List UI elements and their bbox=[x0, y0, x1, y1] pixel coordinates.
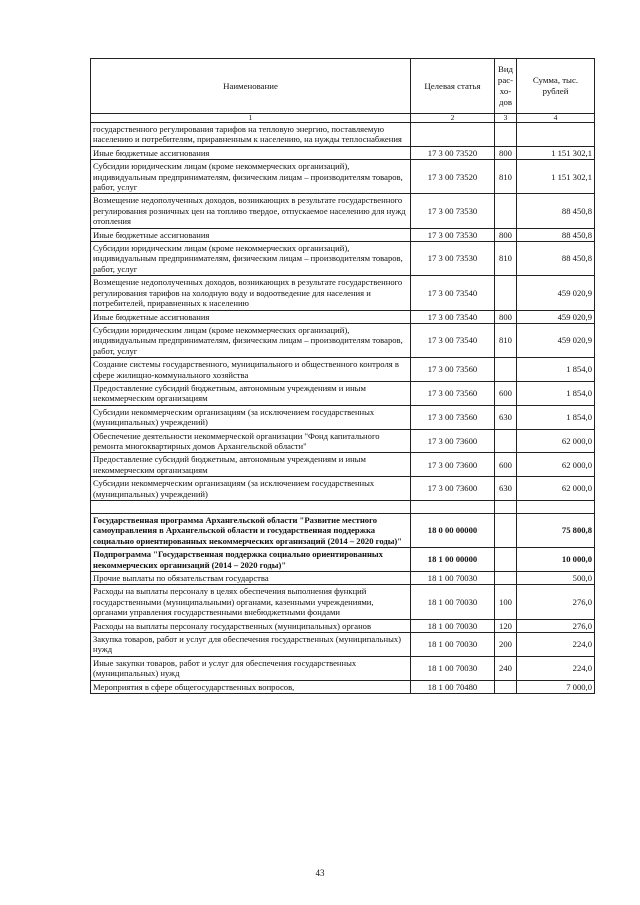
row-code-cell: 18 1 00 70030 bbox=[411, 633, 495, 657]
row-name-cell: Расходы на выплаты персоналу государственных (муниципальных) органов bbox=[91, 619, 411, 632]
row-name-cell: Субсидии юридическим лицам (кроме некоммерческих организаций), индивидуальным предпринимателям, физическим лицам – производителям товаров, работ, услуг bbox=[91, 160, 411, 194]
table-row bbox=[91, 477, 595, 501]
row-name-cell: Прочие выплаты по обязательствам государства bbox=[91, 572, 411, 585]
row-code-cell: 17 3 00 73520 bbox=[411, 160, 495, 194]
row-kind-cell: 810 bbox=[495, 242, 517, 276]
table-row bbox=[91, 514, 595, 548]
row-kind-cell: 600 bbox=[495, 381, 517, 405]
row-kind-cell: 240 bbox=[495, 656, 517, 680]
column-number: 4 bbox=[517, 114, 595, 123]
table-row bbox=[91, 194, 595, 228]
row-name-cell: Закупка товаров, работ и услуг для обеспечения государственных (муниципальных) нужд bbox=[91, 633, 411, 657]
row-sum-cell: 62 000,0 bbox=[517, 453, 595, 477]
row-kind-cell bbox=[495, 123, 517, 147]
table-row bbox=[91, 358, 595, 382]
row-code-cell: 17 3 00 73600 bbox=[411, 429, 495, 453]
document-page bbox=[90, 58, 594, 694]
row-sum-cell: 1 151 302,1 bbox=[517, 146, 595, 159]
table-row bbox=[91, 633, 595, 657]
row-code-cell: 17 3 00 73530 bbox=[411, 228, 495, 241]
row-sum-cell: 276,0 bbox=[517, 585, 595, 619]
row-name-cell: Субсидии некоммерческим организациям (за исключением государственных (муниципальных) учреждений) bbox=[91, 405, 411, 429]
row-kind-cell: 800 bbox=[495, 310, 517, 323]
row-sum-cell: 88 450,8 bbox=[517, 228, 595, 241]
row-sum-cell: 1 854,0 bbox=[517, 381, 595, 405]
row-kind-cell: 800 bbox=[495, 146, 517, 159]
row-name-cell: Обеспечение деятельности некоммерческой организации "Фонд капитального ремонта многоквартирных домов Архангельской области" bbox=[91, 429, 411, 453]
row-sum-cell: 224,0 bbox=[517, 633, 595, 657]
row-name-cell: Создание системы государственного, муниципального и общественного контроля в сфере жилищно-коммунального хозяйства bbox=[91, 358, 411, 382]
row-kind-cell: 600 bbox=[495, 453, 517, 477]
table-row bbox=[91, 680, 595, 693]
row-name-cell: Иные бюджетные ассигнования bbox=[91, 146, 411, 159]
column-number-row bbox=[91, 114, 595, 123]
row-code-cell: 17 3 00 73560 bbox=[411, 358, 495, 382]
table-row bbox=[91, 429, 595, 453]
row-code-cell bbox=[411, 123, 495, 147]
row-sum-cell: 1 151 302,1 bbox=[517, 160, 595, 194]
row-code-cell: 18 1 00 00000 bbox=[411, 548, 495, 572]
table-row bbox=[91, 619, 595, 632]
row-kind-cell bbox=[495, 194, 517, 228]
row-code-cell: 18 1 00 70030 bbox=[411, 656, 495, 680]
row-sum-cell: 88 450,8 bbox=[517, 194, 595, 228]
row-name-cell: государственного регулирования тарифов на тепловую энергию, поставляемую населению и потребителям, приравненным к населению, на нужды теплоснабжения bbox=[91, 123, 411, 147]
row-code-cell: 18 1 00 70480 bbox=[411, 680, 495, 693]
row-code-cell: 17 3 00 73530 bbox=[411, 194, 495, 228]
table-row bbox=[91, 323, 595, 357]
page-number: 43 bbox=[315, 868, 325, 878]
row-code-cell bbox=[411, 501, 495, 514]
row-name-cell: Субсидии некоммерческим организациям (за исключением государственных (муниципальных) учреждений) bbox=[91, 477, 411, 501]
budget-table bbox=[90, 58, 595, 694]
table-row bbox=[91, 381, 595, 405]
row-sum-cell: 459 020,9 bbox=[517, 323, 595, 357]
table-row bbox=[91, 548, 595, 572]
row-name-cell: Иные бюджетные ассигнования bbox=[91, 228, 411, 241]
row-code-cell: 17 3 00 73600 bbox=[411, 453, 495, 477]
table-row bbox=[91, 405, 595, 429]
row-name-cell: Государственная программа Архангельской области "Развитие местного самоуправления в Архангельской области и государственная поддержка социально ориентированных некоммерческих организаций (2014 – 2020 годы)" bbox=[91, 514, 411, 548]
row-sum-cell: 62 000,0 bbox=[517, 477, 595, 501]
row-sum-cell: 75 800,8 bbox=[517, 514, 595, 548]
table-row bbox=[91, 572, 595, 585]
table-row bbox=[91, 146, 595, 159]
row-name-cell: Предоставление субсидий бюджетным, автономным учреждениям и иным некоммерческим организациям bbox=[91, 381, 411, 405]
table-row bbox=[91, 123, 595, 147]
row-code-cell: 17 3 00 73540 bbox=[411, 276, 495, 310]
table-row bbox=[91, 242, 595, 276]
row-code-cell: 17 3 00 73530 bbox=[411, 242, 495, 276]
row-kind-cell: 120 bbox=[495, 619, 517, 632]
row-kind-cell: 630 bbox=[495, 477, 517, 501]
row-sum-cell: 224,0 bbox=[517, 656, 595, 680]
row-kind-cell bbox=[495, 572, 517, 585]
row-sum-cell: 276,0 bbox=[517, 619, 595, 632]
row-sum-cell bbox=[517, 501, 595, 514]
header-kind: Вид рас-хо-дов bbox=[495, 59, 517, 114]
row-name-cell: Субсидии юридическим лицам (кроме некоммерческих организаций), индивидуальным предпринимателям, физическим лицам – производителям товаров, работ, услуг bbox=[91, 323, 411, 357]
row-sum-cell: 10 000,0 bbox=[517, 548, 595, 572]
row-code-cell: 17 3 00 73560 bbox=[411, 381, 495, 405]
row-name-cell: Возмещение недополученных доходов, возникающих в результате государственного регулирования тарифов на холодную воду и водоотведение для населения и потребителей, приравненных к населению bbox=[91, 276, 411, 310]
row-kind-cell: 100 bbox=[495, 585, 517, 619]
row-kind-cell bbox=[495, 429, 517, 453]
row-name-cell: Иные закупки товаров, работ и услуг для обеспечения государственных (муниципальных) нужд bbox=[91, 656, 411, 680]
row-sum-cell bbox=[517, 123, 595, 147]
row-name-cell: Возмещение недополученных доходов, возникающих в результате государственного регулирования розничных цен на топливо твердое, отпускаемое населению для нужд отопления bbox=[91, 194, 411, 228]
header-name: Наименование bbox=[91, 59, 411, 114]
table-row bbox=[91, 228, 595, 241]
row-sum-cell: 459 020,9 bbox=[517, 310, 595, 323]
row-code-cell: 17 3 00 73600 bbox=[411, 477, 495, 501]
row-kind-cell bbox=[495, 514, 517, 548]
row-kind-cell bbox=[495, 358, 517, 382]
row-code-cell: 18 1 00 70030 bbox=[411, 585, 495, 619]
table-row bbox=[91, 160, 595, 194]
table-row bbox=[91, 585, 595, 619]
row-code-cell: 17 3 00 73560 bbox=[411, 405, 495, 429]
row-code-cell: 18 1 00 70030 bbox=[411, 619, 495, 632]
row-name-cell: Субсидии юридическим лицам (кроме некоммерческих организаций), индивидуальным предпринимателям, физическим лицам – производителям товаров, работ, услуг bbox=[91, 242, 411, 276]
header-sum: Сумма, тыс. рублей bbox=[517, 59, 595, 114]
row-kind-cell bbox=[495, 501, 517, 514]
row-kind-cell: 630 bbox=[495, 405, 517, 429]
row-code-cell: 18 0 00 00000 bbox=[411, 514, 495, 548]
row-kind-cell: 800 bbox=[495, 228, 517, 241]
row-sum-cell: 88 450,8 bbox=[517, 242, 595, 276]
row-sum-cell: 500,0 bbox=[517, 572, 595, 585]
row-sum-cell: 459 020,9 bbox=[517, 276, 595, 310]
table-row bbox=[91, 276, 595, 310]
header-code: Целевая статья bbox=[411, 59, 495, 114]
row-sum-cell: 62 000,0 bbox=[517, 429, 595, 453]
row-kind-cell: 810 bbox=[495, 323, 517, 357]
table-row bbox=[91, 310, 595, 323]
table-header-row bbox=[91, 59, 595, 114]
column-number: 1 bbox=[91, 114, 411, 123]
column-number: 3 bbox=[495, 114, 517, 123]
row-kind-cell: 200 bbox=[495, 633, 517, 657]
table-body bbox=[91, 123, 595, 694]
row-name-cell: Иные бюджетные ассигнования bbox=[91, 310, 411, 323]
row-code-cell: 17 3 00 73540 bbox=[411, 310, 495, 323]
row-name-cell: Подпрограмма "Государственная поддержка социально ориентированных некоммерческих организаций (2014 – 2020 годы)" bbox=[91, 548, 411, 572]
row-code-cell: 17 3 00 73540 bbox=[411, 323, 495, 357]
row-code-cell: 17 3 00 73520 bbox=[411, 146, 495, 159]
row-kind-cell: 810 bbox=[495, 160, 517, 194]
row-name-cell bbox=[91, 501, 411, 514]
table-row bbox=[91, 656, 595, 680]
row-sum-cell: 1 854,0 bbox=[517, 405, 595, 429]
row-name-cell: Мероприятия в сфере общегосударственных вопросов, bbox=[91, 680, 411, 693]
row-kind-cell bbox=[495, 276, 517, 310]
table-row bbox=[91, 453, 595, 477]
row-kind-cell bbox=[495, 548, 517, 572]
table-row bbox=[91, 501, 595, 514]
row-sum-cell: 1 854,0 bbox=[517, 358, 595, 382]
column-number: 2 bbox=[411, 114, 495, 123]
row-code-cell: 18 1 00 70030 bbox=[411, 572, 495, 585]
row-sum-cell: 7 000,0 bbox=[517, 680, 595, 693]
row-kind-cell bbox=[495, 680, 517, 693]
row-name-cell: Расходы на выплаты персоналу в целях обеспечения выполнения функций государственными (муниципальными) органами, казенными учреждениями, органами управления государственными внебюджетными фондами bbox=[91, 585, 411, 619]
row-name-cell: Предоставление субсидий бюджетным, автономным учреждениям и иным некоммерческим организациям bbox=[91, 453, 411, 477]
